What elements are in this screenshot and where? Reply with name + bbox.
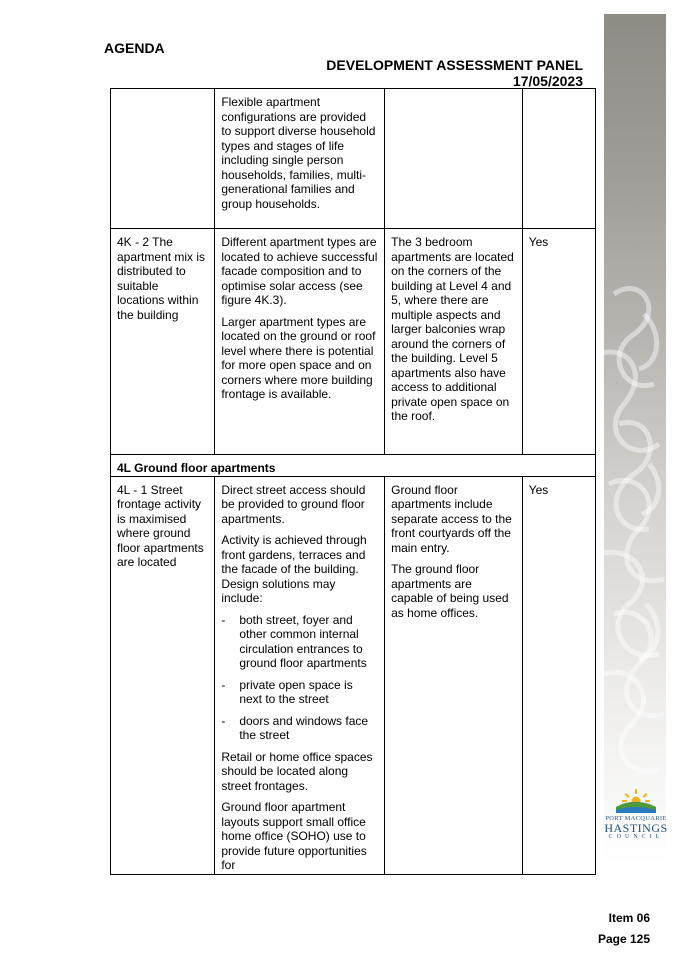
logo-line-1: PORT MACQUARIE <box>605 815 667 822</box>
item-number: Item 06 <box>608 911 650 925</box>
section-header-row <box>111 455 596 477</box>
council-logo <box>601 788 671 840</box>
cell-paragraph: The 3 bedroom apartments are located on the corners of the building at Level 4 and 5, where there are multiple aspects and larger balconies wrap around the corners of the building. Level 5 apartments also have access to additional private open space on the roof. <box>391 235 514 423</box>
cell-paragraph: Different apartment types are located to achieve successful facade composition and to optimise solar access (see figure 4K.3). <box>221 235 378 307</box>
table-cell <box>522 476 595 874</box>
table-row <box>111 476 596 874</box>
control-label: 4L - 1 Street frontage activity is maximised where ground floor apartments are located <box>117 482 204 569</box>
cell-paragraph: Retail or home office spaces should be located along street frontages. <box>221 749 373 793</box>
section-heading: 4L Ground floor apartments <box>111 455 596 477</box>
logo-line-2: HASTINGS <box>604 821 668 835</box>
control-label: 4K - 2 The apartment mix is distributed to suitable locations within the building <box>117 235 206 322</box>
logo-line-3: COUNCIL <box>608 834 664 840</box>
table-cell <box>385 229 523 455</box>
assessment-table <box>110 88 596 875</box>
cell-paragraph: Ground floor apartments include separate access to the front courtyards off the main entry. <box>391 482 512 555</box>
decorative-side-band <box>604 14 666 864</box>
agenda-heading: AGENDA <box>104 40 165 56</box>
design-solutions-list <box>221 613 378 743</box>
table-cell <box>215 476 385 874</box>
table-cell <box>111 476 215 874</box>
table-cell <box>522 89 595 229</box>
table-cell <box>111 229 215 455</box>
list-item: - private open space is next to the street <box>221 678 378 707</box>
panel-title: DEVELOPMENT ASSESSMENT PANEL <box>326 57 583 73</box>
cell-paragraph: Larger apartment types are located on the ground or roof level where there is potential for more open space and on corners where more building frontage is available. <box>221 314 376 401</box>
table-cell <box>215 229 385 455</box>
table-row <box>111 229 596 455</box>
compliance-status: Yes <box>528 482 549 497</box>
table-cell <box>522 229 595 455</box>
cell-paragraph: The ground floor apartments are capable of being used as home offices. <box>391 562 509 620</box>
logo-sun-icon <box>613 788 659 814</box>
table-row <box>111 89 596 229</box>
cell-paragraph: Flexible apartment configurations are provided to support diverse household types and stages of life including single person households, families, multi-generational families and group households. <box>221 95 376 211</box>
table-cell <box>385 476 523 874</box>
table-cell <box>111 89 215 229</box>
cell-paragraph: Activity is achieved through front gardens, terraces and the facade of the building. Design solutions may include: <box>221 533 367 605</box>
swirl-pattern <box>604 14 666 864</box>
list-item: - both street, foyer and other common internal circulation entrances to ground floor apartments <box>221 613 378 671</box>
compliance-status: Yes <box>528 235 549 249</box>
panel-date: 17/05/2023 <box>512 73 583 89</box>
table-cell <box>215 89 385 229</box>
list-item: - doors and windows face the street <box>221 714 378 743</box>
page-number: Page 125 <box>597 932 650 946</box>
cell-paragraph: Ground floor apartment layouts support small office home office (SOHO) use to provide future opportunities for <box>221 800 367 872</box>
table-cell <box>385 89 523 229</box>
cell-paragraph: Direct street access should be provided to ground floor apartments. <box>221 482 366 526</box>
